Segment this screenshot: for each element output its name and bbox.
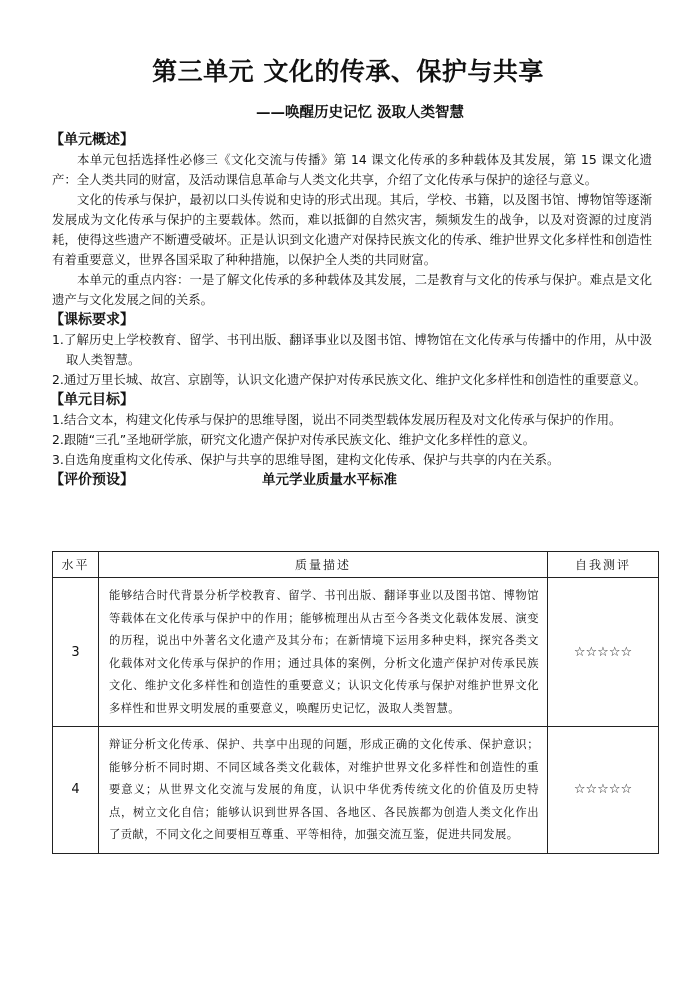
star-rating[interactable]: ☆☆☆☆☆ xyxy=(548,578,659,727)
table-row xyxy=(53,727,659,854)
quality-standard-table xyxy=(52,551,659,854)
standards-item: 2.通过万里长城、故宫、京剧等，认识文化遗产保护对传承民族文化、维护文化多样性和创造性的重要意义。 xyxy=(52,372,647,387)
table-row xyxy=(53,578,659,727)
standards-item: 1.了解历史上学校教育、留学、书刊出版、翻译事业以及图书馆、博物馆在文化传承与传播中的作用，从中汲取人类智慧。 xyxy=(52,332,652,367)
page-title: 第三单元 文化的传承、保护与共享 xyxy=(152,57,544,86)
table-title: 单元学业质量水平标准 xyxy=(262,472,397,488)
goals-item: 1.结合文本，构建文化传承与保护的思维导图，说出不同类型载体发展历程及对文化传承与保护的作用。 xyxy=(52,412,622,427)
column-header-self-rating: 自我测评 xyxy=(548,552,659,578)
overview-paragraph: 本单元包括选择性必修三《文化交流与传播》第 14 课文化传承的多种载体及其发展，第 15 课文化遗产：全人类共同的财富，及活动课信息革命与人类文化共享，介绍了文化传承与保护的途径与意义。 xyxy=(52,152,652,187)
evaluation-header-row xyxy=(52,470,652,490)
column-header-description: 质量描述 xyxy=(99,552,548,578)
evaluation-heading: 【评价预设】 xyxy=(50,472,134,488)
star-rating[interactable]: ☆☆☆☆☆ xyxy=(548,727,659,854)
goals-heading: 【单元目标】 xyxy=(50,392,134,408)
table-header-row xyxy=(53,552,659,578)
level-cell: 4 xyxy=(53,727,99,854)
standards-heading: 【课标要求】 xyxy=(50,312,134,328)
description-cell: 能够结合时代背景分析学校教育、留学、书刊出版、翻译事业以及图书馆、博物馆等载体在文化传承与保护中的作用；能够梳理出从古至今各类文化载体发展、演变的历程，说出中外著名文化遗产及其分布；在新情境下运用多种史料，探究各类文化载体对文化传承与保护的作用；通过具体的案例，分析文化遗产保护对传承民族文化、维护文化多样性和创造性的重要意义；认识文化传承与保护对维护世界文化多样性和世界文明发展的重要意义，唤醒历史记忆，汲取人类智慧。 xyxy=(99,578,548,727)
goals-item: 2.跟随“三孔”圣地研学旅，研究文化遗产保护对传承民族文化、维护文化多样性的意义。 xyxy=(52,432,536,447)
overview-paragraph: 文化的传承与保护，最初以口头传说和史诗的形式出现。其后，学校、书籍，以及图书馆、博物馆等逐渐发展成为文化传承与保护的主要载体。然而，难以抵御的自然灾害，频频发生的战争，以及对资源的过度消耗，使得这些遗产不断遭受破坏。正是认识到文化遗产对保持民族文化的传承、维护世界文化多样性和创造性有着重要意义，世界各国采取了种种措施，以保护全人类的共同财富。 xyxy=(52,192,652,267)
description-cell: 辩证分析文化传承、保护、共享中出现的问题，形成正确的文化传承、保护意识；能够分析不同时期、不同区域各类文化载体，对维护世界文化多样性和创造性的重要意义；从世界文化交流与发展的角度，认识中华优秀传统文化的价值及历史特点，树立文化自信；能够认识到世界各国、各地区、各民族都为创造人类文化作出了贡献，不同文化之间要相互尊重、平等相待，加强交流互鉴，促进共同发展。 xyxy=(99,727,548,854)
overview-paragraph: 本单元的重点内容：一是了解文化传承的多种载体及其发展，二是教育与文化的传承与保护。难点是文化遗产与文化发展之间的关系。 xyxy=(52,272,652,307)
level-cell: 3 xyxy=(53,578,99,727)
column-header-level: 水平 xyxy=(53,552,99,578)
page-subtitle: ——唤醒历史记忆 汲取人类智慧 xyxy=(255,104,465,121)
document-body xyxy=(52,130,652,490)
goals-item: 3.自选角度重构文化传承、保护与共享的思维导图，建构文化传承、保护与共享的内在关系。 xyxy=(52,452,560,467)
overview-heading: 【单元概述】 xyxy=(50,132,134,148)
